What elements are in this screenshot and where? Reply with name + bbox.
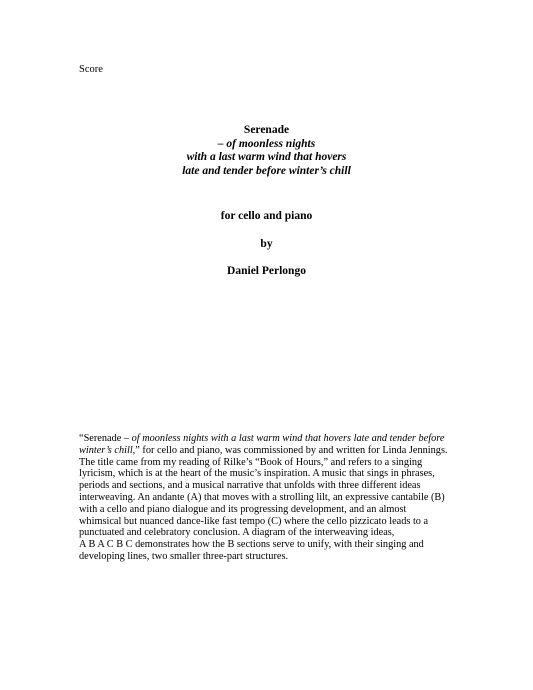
piece-title: Serenade bbox=[243, 124, 290, 136]
program-note-text-run: with a cello and piano dialogue and its progressing development, and an almost bbox=[79, 503, 407, 515]
program-note-text-run: lyricism, which is at the heart of the music’s inspiration. A music that sings in phrases, bbox=[79, 468, 435, 480]
program-note-line bbox=[79, 551, 459, 563]
program-note-line bbox=[79, 445, 459, 457]
program-note-text-run: punctuated and celebratory conclusion. A diagram of the interweaving ideas, bbox=[79, 527, 395, 539]
program-note-text-run: periods and sections, and a musical narrative that unfolds with three different ideas bbox=[79, 480, 421, 492]
program-note-italic-run: of moonless nights with a last warm wind that hovers late and tender before bbox=[131, 433, 445, 444]
program-note-line bbox=[79, 468, 459, 480]
program-note-line bbox=[79, 433, 459, 445]
program-note-line bbox=[79, 527, 459, 539]
by-line: by bbox=[260, 238, 273, 250]
program-note-line bbox=[79, 480, 459, 492]
instrumentation: for cello and piano bbox=[220, 210, 313, 222]
program-note-line bbox=[79, 492, 459, 504]
program-note bbox=[79, 433, 459, 563]
title-block bbox=[0, 124, 533, 178]
program-note-text-run: A B A C B C demonstrates how the B sections serve to unify, with their singing and bbox=[79, 539, 424, 551]
program-note-text-run: ” for cello and piano, was commissioned by and written for Linda Jennings. bbox=[135, 444, 448, 456]
program-note-text-run: whimsical but nuanced dance-like fast tempo (C) where the cello pizzicato leads to a bbox=[79, 515, 429, 527]
program-note-italic-run: winter’s chill, bbox=[79, 444, 136, 456]
program-note-text-run: interweaving. An andante (A) that moves with a strolling lilt, an expressive cantabile (B) bbox=[79, 491, 445, 503]
subtitle-line-3: late and tender before winter’s chill bbox=[182, 164, 351, 177]
program-note-line bbox=[79, 504, 459, 516]
program-note-line bbox=[79, 516, 459, 528]
program-note-text-run: developing lines, two smaller three-part structures. bbox=[79, 550, 289, 562]
program-note-line bbox=[79, 457, 459, 469]
composer-name: Daniel Perlongo bbox=[227, 265, 306, 277]
program-note-text-run: The title came from my reading of Rilke’s “Book of Hours,” and refers to a singing bbox=[79, 456, 423, 468]
score-label: Score bbox=[79, 64, 103, 75]
subtitle-line-2: with a last warm wind that hovers bbox=[186, 151, 347, 163]
subtitle-line-1: – of moonless nights bbox=[217, 137, 316, 150]
program-note-text-run: “Serenade – bbox=[79, 433, 132, 444]
program-note-line bbox=[79, 539, 459, 551]
